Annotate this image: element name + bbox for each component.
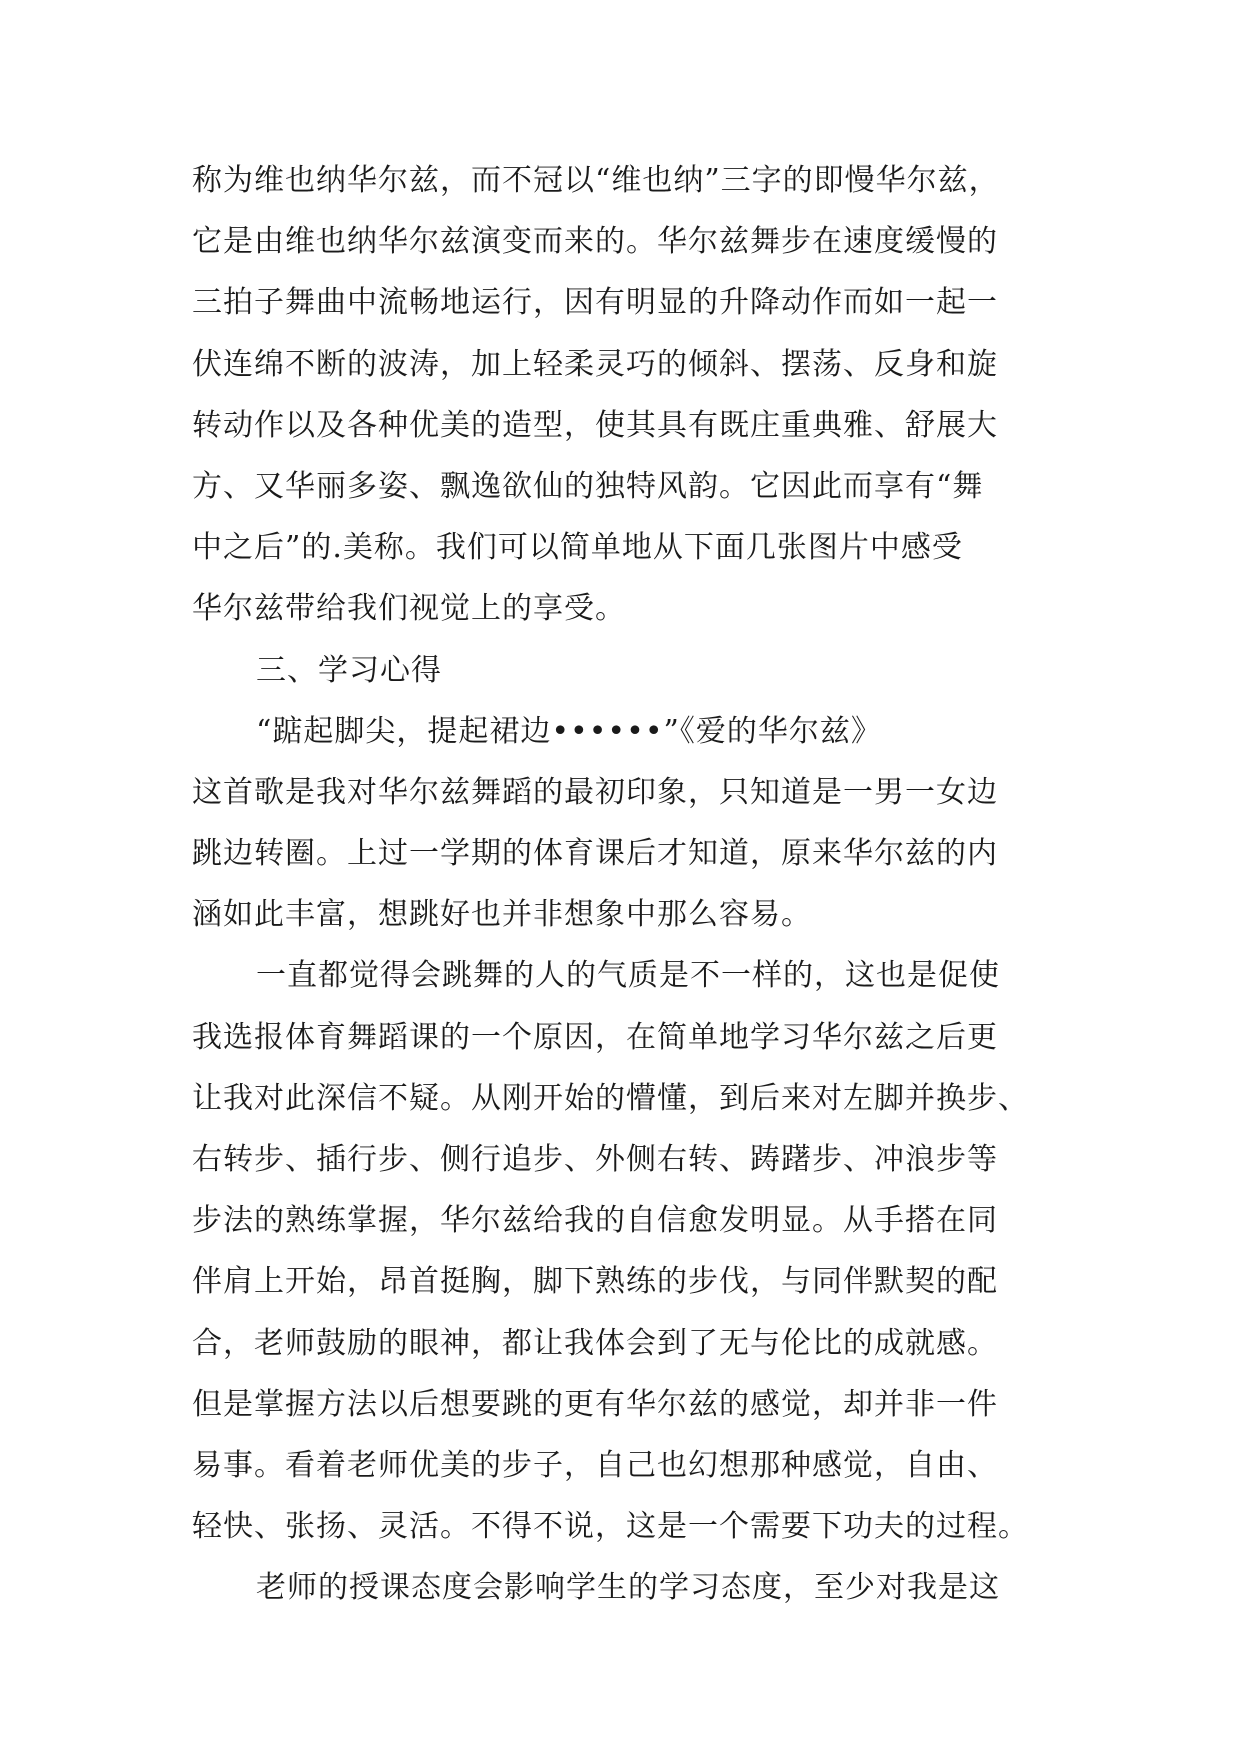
text-line: 我选报体育舞蹈课的一个原因，在简单地学习华尔兹之后更: [192, 1019, 998, 1055]
text-line: 让我对此深信不疑。从刚开始的懵懂，到后来对左脚并换步、: [192, 1080, 1029, 1116]
section-heading: 三、学习心得: [256, 652, 442, 688]
text-line: 易事。看着老师优美的步子，自己也幻想那种感觉，自由、: [192, 1447, 998, 1483]
text-line: 这首歌是我对华尔兹舞蹈的最初印象，只知道是一男一女边: [192, 774, 998, 810]
text-line: 华尔兹带给我们视觉上的享受。: [192, 591, 626, 627]
text-line: 中之后”的.美称。我们可以简单地从下面几张图片中感受: [192, 530, 963, 566]
text-line: 转动作以及各种优美的造型，使其具有既庄重典雅、舒展大: [192, 407, 998, 443]
text-line: 老师的授课态度会影响学生的学习态度，至少对我是这: [256, 1570, 1000, 1606]
text-line: 方、又华丽多姿、飘逸欲仙的独特风韵。它因此而享有“舞: [192, 468, 984, 504]
text-line: 伏连绵不断的波涛，加上轻柔灵巧的倾斜、摆荡、反身和旋: [192, 346, 998, 382]
text-line: 跳边转圈。上过一学期的体育课后才知道，原来华尔兹的内: [192, 836, 998, 872]
text-line: 它是由维也纳华尔兹演变而来的。华尔兹舞步在速度缓慢的: [192, 224, 998, 260]
text-line: 三拍子舞曲中流畅地运行，因有明显的升降动作而如一起一: [192, 285, 998, 321]
text-line: 称为维也纳华尔兹，而不冠以“维也纳”三字的即慢华尔兹，: [192, 163, 1000, 198]
text-line: 合，老师鼓励的眼神，都让我体会到了无与伦比的成就感。: [192, 1325, 998, 1361]
text-line: “踮起脚尖，提起裙边••••••”《爱的华尔兹》: [256, 713, 882, 749]
text-line: 步法的熟练掌握，华尔兹给我的自信愈发明显。从手搭在同: [192, 1203, 998, 1239]
text-line: 右转步、插行步、侧行追步、外侧右转、踌躇步、冲浪步等: [192, 1142, 998, 1177]
text-line: 涵如此丰富，想跳好也并非想象中那么容易。: [192, 897, 812, 933]
text-line: 伴肩上开始，昂首挺胸，脚下熟练的步伐，与同伴默契的配: [192, 1264, 998, 1300]
text-line: 轻快、张扬、灵活。不得不说，这是一个需要下功夫的过程。: [192, 1509, 1029, 1545]
body-text: [192, 150, 1072, 1619]
text-line: 一直都觉得会跳舞的人的气质是不一样的，这也是促使: [256, 958, 1000, 994]
text-line: 但是掌握方法以后想要跳的更有华尔兹的感觉，却并非一件: [192, 1386, 998, 1422]
